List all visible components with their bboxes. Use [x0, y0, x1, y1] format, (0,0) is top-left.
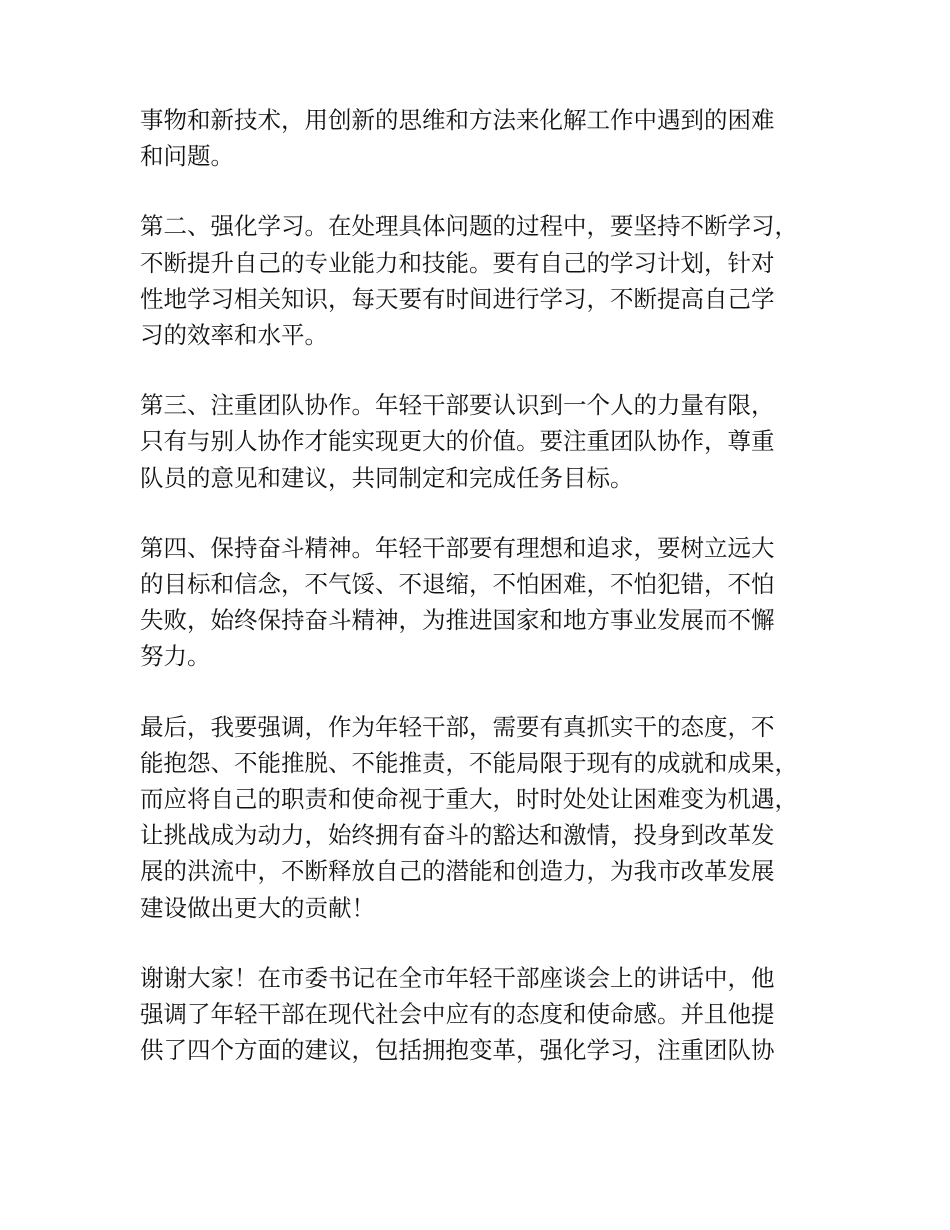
text-line: 强调了年轻干部在现代社会中应有的态度和使命感。并且他提	[140, 1000, 775, 1029]
text-line: 第四、保持奋斗精神。年轻干部要有理想和追求，要树立远大	[140, 533, 775, 562]
text-line: 失败，始终保持奋斗精神，为推进国家和地方事业发展而不懈	[140, 606, 775, 635]
text-line: 习的效率和水平。	[140, 321, 328, 350]
text-line: 供了四个方面的建议，包括拥抱变革，强化学习，注重团队协	[140, 1036, 775, 1065]
paragraph-strengthen-learning	[140, 208, 820, 353]
paragraph-innovation-continued	[140, 102, 820, 174]
text-line: 的目标和信念，不气馁、不退缩，不怕困难，不怕犯错，不怕	[140, 570, 775, 599]
paragraph-teamwork	[140, 387, 820, 496]
text-line: 建设做出更大的贡献！	[140, 893, 375, 922]
paragraph-striving-spirit	[140, 530, 820, 675]
text-line: 而应将自己的职责和使命视于重大，时时处处让困难变为机遇，	[140, 785, 798, 814]
text-line: 事物和新技术，用创新的思维和方法来化解工作中遇到的困难	[140, 106, 775, 134]
text-line: 只有与别人协作才能实现更大的价值。要注重团队协作，尊重	[140, 427, 775, 456]
text-line: 谢谢大家！在市委书记在全市年轻干部座谈会上的讲话中，他	[140, 963, 775, 992]
text-line: 队员的意见和建议，共同制定和完成任务目标。	[140, 463, 634, 492]
text-line: 第三、注重团队协作。年轻干部要认识到一个人的力量有限，	[140, 391, 775, 420]
text-line: 第二、强化学习。在处理具体问题的过程中，要坚持不断学习，	[140, 212, 798, 241]
paragraph-conclusion	[140, 709, 820, 926]
text-line: 和问题。	[140, 142, 234, 171]
text-line: 让挑战成为动力，始终拥有奋斗的豁达和激情，投身到改革发	[140, 821, 775, 850]
text-line: 性地学习相关知识，每天要有时间进行学习，不断提高自己学	[140, 284, 775, 313]
text-line: 能抱怨、不能推脱、不能推责，不能局限于现有的成就和成果，	[140, 748, 798, 777]
text-line: 努力。	[140, 642, 211, 671]
text-line: 最后，我要强调，作为年轻干部，需要有真抓实干的态度，不	[140, 712, 775, 741]
text-line: 不断提升自己的专业能力和技能。要有自己的学习计划，针对	[140, 248, 775, 277]
document-body	[140, 102, 820, 1102]
paragraph-summary	[140, 960, 820, 1069]
text-line: 展的洪流中，不断释放自己的潜能和创造力，为我市改革发展	[140, 857, 775, 886]
